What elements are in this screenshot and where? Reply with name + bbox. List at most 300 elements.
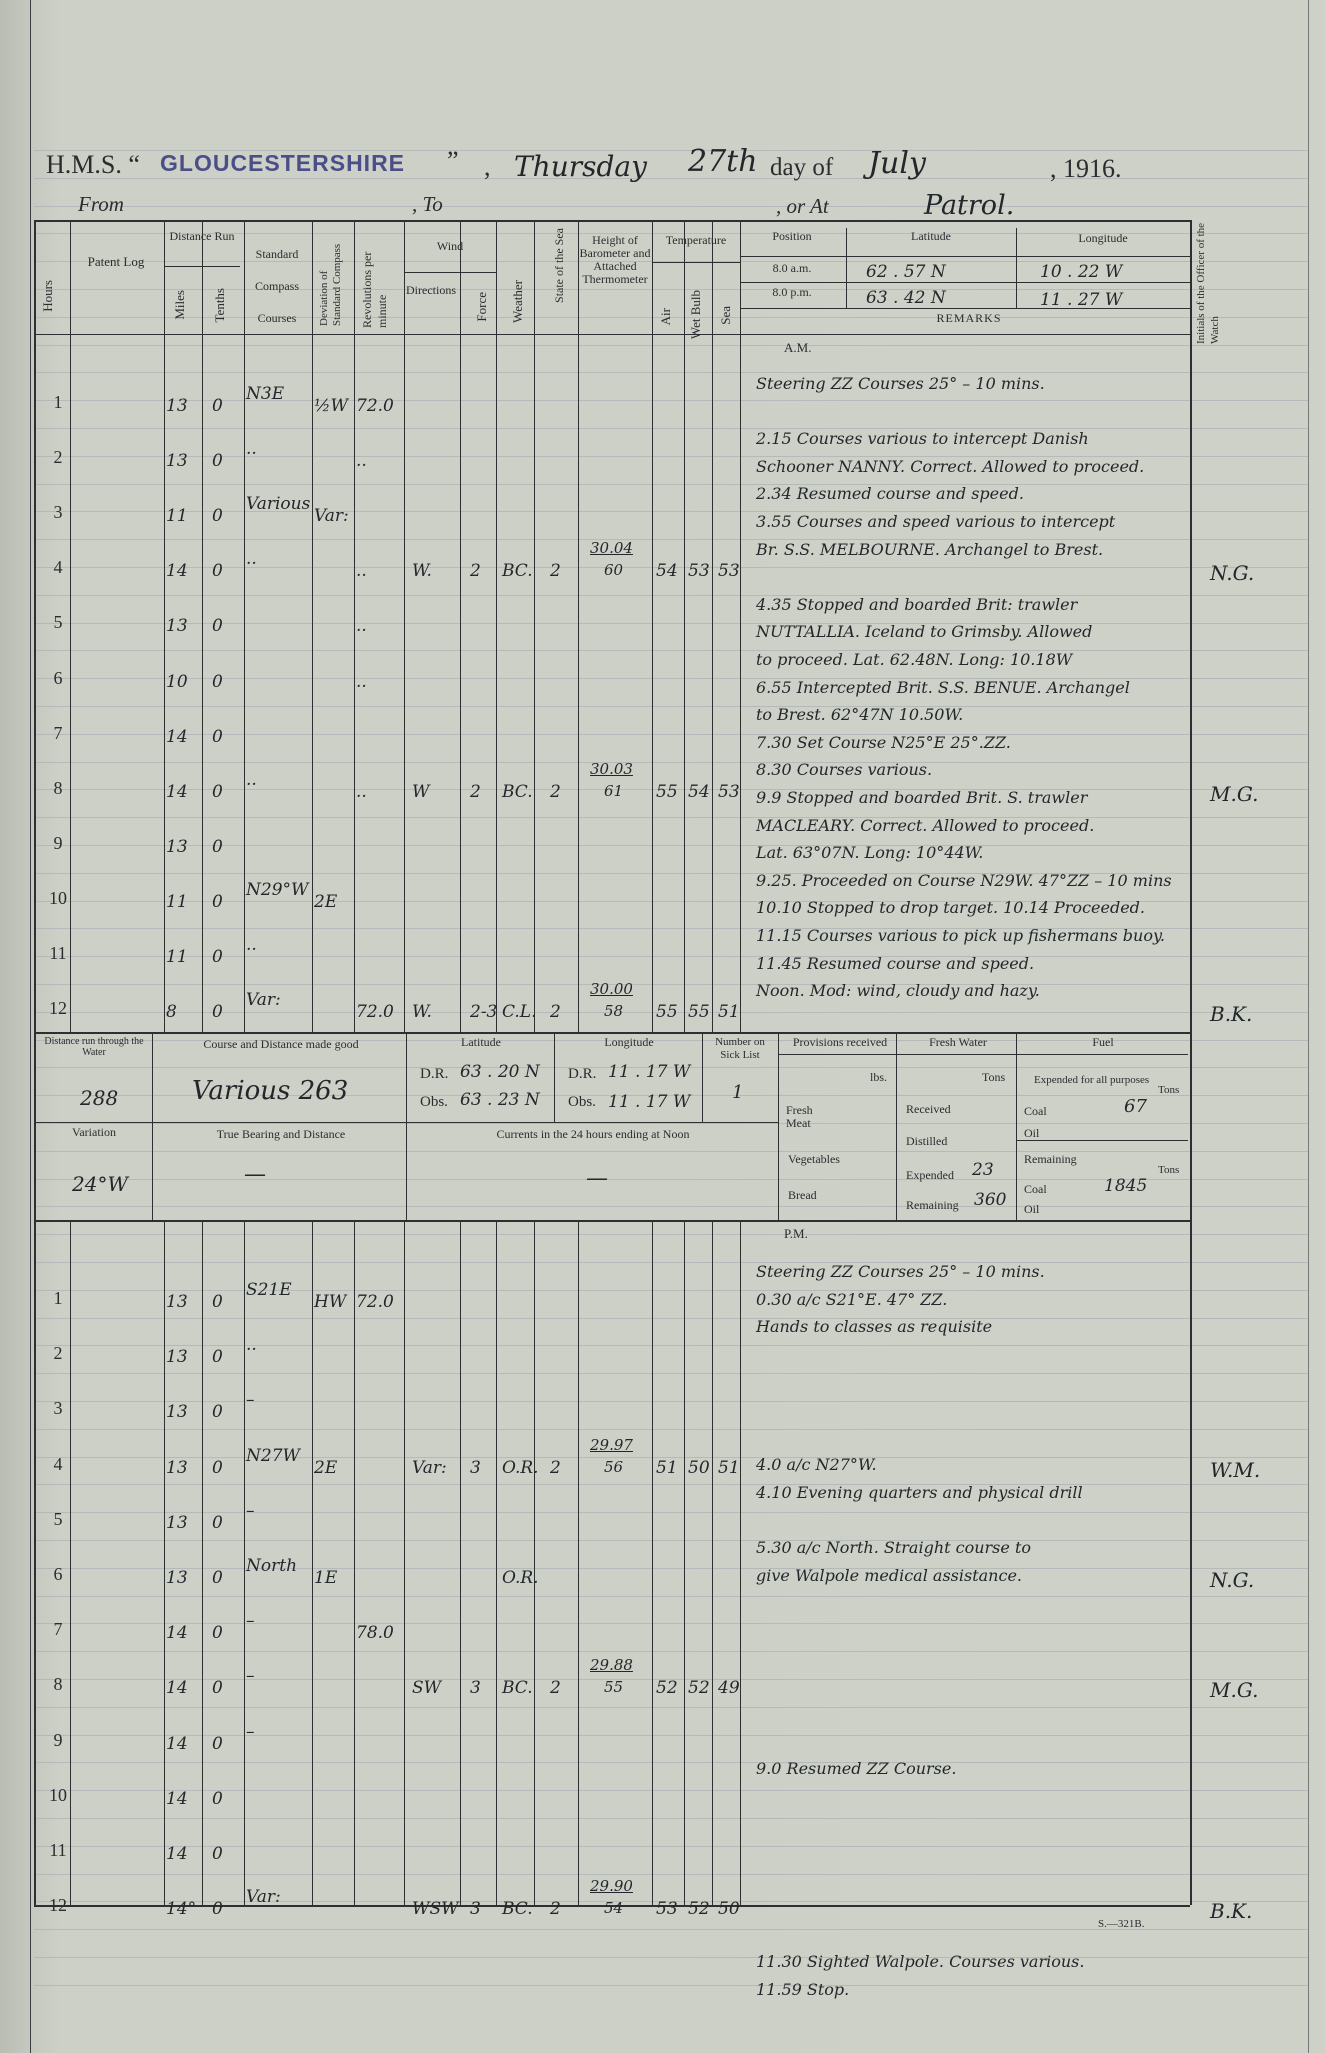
ruled-line <box>34 1484 1309 1485</box>
cell-tenths: 0 <box>212 396 223 416</box>
sick-value: 1 <box>732 1082 744 1103</box>
cell-init: M.G. <box>1210 781 1259 806</box>
cell-tenths: 0 <box>212 506 223 527</box>
col-directions: Directions <box>406 283 456 297</box>
remark-line: give Walpole medical assistance. <box>756 1566 1022 1585</box>
cell-miles: 13 <box>166 1347 188 1368</box>
remark-line: 4.0 a/c N27°W. <box>756 1455 877 1474</box>
cell-hour: 9 <box>53 1729 63 1750</box>
col-state-of-sea: State of the Sea <box>552 228 566 303</box>
grid-line <box>1016 1054 1188 1055</box>
bearing-label: True Bearing and Distance <box>216 1127 346 1141</box>
col-temperature: Temperature <box>665 233 727 247</box>
cell-weather: BC. <box>502 781 533 802</box>
fuel-coal-2: Coal <box>1024 1182 1047 1196</box>
grid-line <box>740 220 741 1032</box>
ruled-line <box>34 1345 1309 1346</box>
cell-air: 53 <box>656 1899 678 1920</box>
cell-rev: .. <box>356 451 367 472</box>
remark-line: to Brest. 62°47N 10.50W. <box>756 705 964 724</box>
cell-force: 3 <box>470 1457 481 1478</box>
cell-sea: 2 <box>550 1002 561 1023</box>
cell-weather: BC. <box>502 1899 533 1920</box>
year: , 1916. <box>1050 154 1122 183</box>
hms-label: H.M.S. “ <box>46 150 140 179</box>
col-barometer: Height of Barometer and Attached Thermometer <box>579 233 651 286</box>
water-label: Fresh Water <box>929 1035 987 1049</box>
sick-label: Number on Sick List <box>715 1036 765 1061</box>
remark-line: 10.10 Stopped to drop target. 10.14 Proceeded. <box>756 898 1145 917</box>
cell-miles: 14 <box>166 1733 188 1754</box>
cell-therm: 56 <box>604 1457 624 1476</box>
cell-miles: 14 <box>166 1623 188 1644</box>
grid-line <box>244 1222 245 1905</box>
grid-line <box>578 1222 579 1905</box>
cell-tenths: 0 <box>212 1623 223 1644</box>
cell-tenths: 0 <box>212 1678 223 1699</box>
cell-hour: 11 <box>49 943 67 963</box>
cell-miles: 11 <box>166 506 188 527</box>
cell-dev: ½W <box>314 396 348 416</box>
prov-bread: Bread <box>788 1188 817 1202</box>
remark-line: 5.30 a/c North. Straight course to <box>756 1538 1032 1557</box>
cell-weather: O.R. <box>502 1457 539 1478</box>
cell-hour: 8 <box>53 777 63 798</box>
cell-seat: 51 <box>718 1457 740 1478</box>
col-standard-compass: Standard Compass Courses <box>254 247 299 325</box>
cell-rev: .. <box>356 781 367 802</box>
fuel-oil-2: Oil <box>1024 1202 1040 1216</box>
obs-lat: 63 . 23 N <box>460 1090 540 1110</box>
ruled-line <box>34 623 1309 624</box>
date: 27th <box>688 144 758 179</box>
ruled-line <box>34 1318 1309 1319</box>
cell-miles: 8 <box>166 1002 177 1023</box>
ruled-line <box>34 1874 1309 1875</box>
cell-wind-dir: W. <box>412 561 432 582</box>
grid-line <box>652 262 740 263</box>
grid-line <box>740 256 1190 257</box>
grid-line <box>152 1032 153 1220</box>
grid-line <box>354 1222 355 1905</box>
cell-course: – <box>246 1721 255 1742</box>
cell-course: .. <box>246 769 257 790</box>
prov-vegetables: Vegetables <box>788 1152 840 1166</box>
cell-tenths: 0 <box>212 947 223 967</box>
cell-miles: 11 <box>166 947 188 967</box>
grid-line <box>34 1220 1190 1222</box>
grid-line <box>460 1222 461 1905</box>
var-label: Variation <box>72 1125 116 1139</box>
ruled-line <box>34 1651 1309 1652</box>
grid-line <box>652 220 653 1032</box>
dr-long: 11 . 17 W <box>608 1062 691 1082</box>
cell-tenths: 0 <box>212 836 223 857</box>
cell-weather: O.R. <box>502 1568 539 1588</box>
col-patent-log-label: Patent Log <box>87 254 145 269</box>
remark-line: 9.9 Stopped and boarded Brit. S. trawler <box>756 788 1088 807</box>
ruled-line <box>34 1123 1309 1124</box>
or-at-label: , or At <box>776 194 829 218</box>
water-tons: Tons <box>982 1070 1006 1084</box>
grid-line <box>312 220 313 1032</box>
cell-wind-dir: SW <box>412 1678 442 1699</box>
grid-line <box>740 308 1190 309</box>
cell-hour: 1 <box>53 1288 63 1308</box>
grid-line <box>652 1222 653 1905</box>
ruled-line <box>34 1735 1309 1736</box>
grid-line <box>164 1222 165 1905</box>
long-label: Longitude <box>604 1035 654 1049</box>
cell-tenths: 0 <box>212 891 223 912</box>
remark-line: 2.34 Resumed course and speed. <box>756 484 1024 503</box>
long-pm: 11 . 27 W <box>1040 290 1123 310</box>
dist-value: 288 <box>80 1086 119 1110</box>
ruled-line <box>34 845 1309 846</box>
cell-rev: .. <box>356 671 367 692</box>
cell-baro: 29.90 <box>590 1877 633 1896</box>
cell-wet: 54 <box>688 781 710 802</box>
cell-miles: 14 <box>166 1844 188 1864</box>
fuel-label: Fuel <box>1092 1035 1114 1049</box>
grid-line <box>202 1222 203 1905</box>
cell-miles: 14 <box>166 1788 188 1809</box>
remark-line: 0.30 a/c S21°E. 47° ZZ. <box>756 1290 948 1309</box>
col-revolutions: Revolutions per minute <box>360 251 389 328</box>
col-tenths: Tenths <box>212 288 227 323</box>
cell-weather: BC. <box>502 1678 533 1699</box>
ruled-line <box>34 1762 1309 1763</box>
cell-weather: BC. <box>502 561 533 582</box>
ruled-line <box>34 1512 1309 1513</box>
fuel-tons-1: Tons <box>1158 1084 1180 1096</box>
lat-pm: 63 . 42 N <box>866 288 946 308</box>
grid-line <box>404 1222 405 1905</box>
grid-line <box>496 220 497 1032</box>
lat-am: 62 . 57 N <box>866 262 946 282</box>
cell-course: – <box>246 1611 255 1632</box>
grid-line <box>312 1222 313 1905</box>
cell-hour: 5 <box>53 612 63 633</box>
cell-dev: 1E <box>314 1568 338 1588</box>
cell-hour: 10 <box>49 1784 67 1805</box>
cell-hour: 2 <box>53 1343 63 1364</box>
ruled-line <box>34 1262 1309 1263</box>
cell-course: Var: <box>246 1887 281 1908</box>
cell-hour: 3 <box>53 1398 63 1419</box>
cell-tenths: 0 <box>212 561 223 582</box>
cell-air: 51 <box>656 1457 678 1478</box>
cell-tenths: 0 <box>212 1512 223 1533</box>
cell-course: .. <box>246 1335 257 1356</box>
cell-baro: 30.00 <box>590 980 633 999</box>
cell-tenths: 0 <box>212 1844 223 1864</box>
col-miles: Miles <box>172 290 187 320</box>
cell-miles: 13 <box>166 1457 188 1478</box>
remark-line: 4.35 Stopped and boarded Brit: trawler <box>756 595 1078 614</box>
cell-miles: 13 <box>166 451 188 472</box>
provisions-label: Provisions received <box>792 1035 888 1049</box>
grid-line <box>164 220 165 1032</box>
ruled-line <box>34 1707 1309 1708</box>
cell-tenths: 0 <box>212 671 223 692</box>
cell-init: B.K. <box>1210 1899 1253 1924</box>
col-deviation: Deviation of Standard Compass <box>318 243 343 326</box>
grid-line <box>460 220 461 1032</box>
remark-line: 6.55 Intercepted Brit. S.S. BENUE. Archangel <box>756 678 1130 697</box>
water-expended-value: 23 <box>972 1160 994 1180</box>
cell-miles: 14 <box>166 561 188 582</box>
ruled-line <box>34 1290 1309 1291</box>
fuel-coal-rem: 1845 <box>1104 1176 1148 1196</box>
col-hours: Hours <box>40 280 55 312</box>
ruled-line <box>34 1540 1309 1541</box>
cell-air: 52 <box>656 1678 678 1699</box>
cell-hour: 1 <box>53 392 63 412</box>
col-sea-temp: Sea <box>718 306 733 325</box>
cell-hour: 7 <box>53 1619 63 1640</box>
dr-lat: 63 . 20 N <box>460 1062 540 1082</box>
grid-line <box>404 220 405 1032</box>
cell-sea: 2 <box>550 1899 561 1920</box>
cell-tenths: 0 <box>212 1788 223 1809</box>
grid-line <box>740 1222 741 1905</box>
cell-course: Various <box>246 494 311 515</box>
cell-rev: .. <box>356 561 367 582</box>
ruled-line <box>34 762 1309 763</box>
col-air: Air <box>658 308 673 326</box>
grid-line <box>896 1032 897 1220</box>
col-initials: Initials of the Officer of the Watch <box>1195 222 1221 344</box>
cell-seat: 51 <box>718 1002 740 1023</box>
cell-force: 3 <box>470 1678 481 1699</box>
cell-course: – <box>246 1666 255 1687</box>
var-value: 24°W <box>72 1172 129 1196</box>
obs-long: 11 . 17 W <box>608 1092 691 1112</box>
remark-line: Lat. 63°07N. Long: 10°44W. <box>756 843 984 862</box>
remark-line: MACLEARY. Correct. Allowed to proceed. <box>756 816 1095 835</box>
ruled-line <box>34 1429 1309 1430</box>
ruled-line <box>34 650 1309 651</box>
cell-rev: 72.0 <box>356 396 394 416</box>
cell-course: Var: <box>246 990 281 1011</box>
grid-line <box>778 1032 779 1220</box>
water-received: Received <box>906 1102 951 1116</box>
grid-line <box>534 1222 535 1905</box>
grid-line <box>34 334 1190 335</box>
cell-miles: 13 <box>166 616 188 637</box>
cell-tenths: 0 <box>212 726 223 747</box>
cell-wind-dir: W. <box>412 1002 432 1023</box>
col-position: Position <box>772 229 812 243</box>
cell-init: N.G. <box>1210 561 1255 586</box>
grid-line <box>496 1222 497 1905</box>
cell-therm: 60 <box>604 561 624 580</box>
cell-miles: 10 <box>166 671 188 692</box>
grid-line <box>534 220 535 1032</box>
prov-fresh-meat: Fresh Meat <box>786 1103 813 1130</box>
cell-hour: 4 <box>53 1453 63 1474</box>
dist-label: Distance run through the Water <box>44 1036 144 1058</box>
remark-line: Hands to classes as requisite <box>756 1317 993 1336</box>
fuel-coal-exp: 67 <box>1124 1096 1147 1117</box>
cell-seat: 53 <box>718 781 740 802</box>
ruled-line <box>34 1401 1309 1402</box>
cell-force: 2 <box>470 781 481 802</box>
remark-line: 11.15 Courses various to pick up fishermans buoy. <box>756 926 1165 945</box>
cell-baro: 30.03 <box>590 759 633 778</box>
ruled-line <box>34 595 1309 596</box>
cell-hour: 2 <box>53 447 63 468</box>
cell-air: 54 <box>656 561 678 582</box>
cell-air: 55 <box>656 781 678 802</box>
cell-therm: 55 <box>604 1678 624 1697</box>
cell-miles: 14 <box>166 1678 188 1699</box>
ruled-line <box>34 1846 1309 1847</box>
grid-line <box>34 220 1190 222</box>
cell-wet: 53 <box>688 561 710 582</box>
ruled-line <box>34 706 1309 707</box>
course-label: Course and Distance made good <box>203 1037 359 1051</box>
cell-tenths: 0 <box>212 1347 223 1368</box>
ruled-line <box>34 400 1309 401</box>
col-wind: Wind <box>436 239 464 253</box>
cell-dev: HW <box>314 1292 347 1312</box>
grid-line <box>30 0 31 2053</box>
cell-baro: 29.88 <box>590 1656 633 1675</box>
grid-line <box>896 1054 1016 1055</box>
cell-miles: 13 <box>166 1402 188 1423</box>
fuel-oil-1: Oil <box>1024 1126 1040 1140</box>
cell-force: 2 <box>470 561 481 582</box>
ruled-line <box>34 956 1309 957</box>
cell-miles: 14° <box>166 1899 197 1920</box>
obs-label-long: Obs. <box>568 1094 596 1110</box>
cell-hour: 8 <box>53 1674 63 1695</box>
or-at-value: Patrol. <box>924 190 1015 221</box>
obs-label-lat: Obs. <box>420 1094 448 1110</box>
currents-label: Currents in the 24 hours ending at Noon <box>496 1127 690 1141</box>
cell-rev: 78.0 <box>356 1623 394 1644</box>
currents-value: — <box>586 1166 608 1191</box>
cell-seat: 49 <box>718 1678 740 1699</box>
ruled-line <box>34 511 1309 512</box>
cell-dev: Var: <box>314 506 349 527</box>
grid-line <box>164 266 240 267</box>
cell-hour: 11 <box>49 1840 67 1860</box>
ruled-line <box>34 345 1309 346</box>
cell-miles: 13 <box>166 396 188 416</box>
ruled-line <box>34 734 1309 735</box>
cell-tenths: 0 <box>212 1568 223 1588</box>
pos-am-time: 8.0 a.m. <box>772 261 812 275</box>
col-weather: Weather <box>510 280 525 323</box>
col-force: Force <box>474 292 489 322</box>
cell-hour: 4 <box>53 557 63 578</box>
water-expended: Expended <box>906 1168 954 1182</box>
ruled-line <box>34 1623 1309 1624</box>
col-patent-log <box>70 250 162 274</box>
cell-sea: 2 <box>550 1457 561 1478</box>
cell-init: B.K. <box>1210 1002 1253 1027</box>
grid-line <box>778 1054 896 1055</box>
cell-sea: 2 <box>550 781 561 802</box>
ruled-line <box>34 1790 1309 1791</box>
ruled-line <box>34 484 1309 485</box>
grid-line <box>406 1032 407 1220</box>
dr-label-lat: D.R. <box>420 1066 449 1082</box>
to-label: , To <box>412 192 443 216</box>
cell-sea: 2 <box>550 561 561 582</box>
remark-line: 3.55 Courses and speed various to intercept <box>756 512 1116 531</box>
remark-line: 11.59 Stop. <box>756 1980 850 1999</box>
cell-force: 3 <box>470 1899 481 1920</box>
cell-wind-dir: Var: <box>412 1457 447 1478</box>
am-label: A.M. <box>784 340 812 355</box>
cell-miles: 13 <box>166 1512 188 1533</box>
cell-hour: 6 <box>53 1564 63 1584</box>
fuel-tons-2: Tons <box>1158 1164 1180 1176</box>
cell-seat: 53 <box>718 561 740 582</box>
remark-line: 11.45 Resumed course and speed. <box>756 954 1035 973</box>
long-am: 10 . 22 W <box>1040 262 1123 282</box>
cell-therm: 54 <box>604 1899 624 1918</box>
prov-lbs: lbs. <box>870 1070 888 1084</box>
cell-rev: 72.0 <box>356 1292 394 1312</box>
cell-seat: 50 <box>718 1899 740 1920</box>
cell-hour: 12 <box>49 1895 67 1916</box>
remark-line: Schooner NANNY. Correct. Allowed to proceed. <box>756 457 1145 476</box>
grid-line <box>244 220 245 1032</box>
cell-init: N.G. <box>1210 1568 1255 1592</box>
cell-course: N27W <box>246 1445 300 1466</box>
close-quote: ” <box>447 146 459 175</box>
remark-line: 4.10 Evening quarters and physical drill <box>756 1483 1083 1502</box>
remark-line: Br. S.S. MELBOURNE. Archangel to Brest. <box>756 540 1104 559</box>
cell-sea: 2 <box>550 1678 561 1699</box>
grid-line <box>684 220 685 1032</box>
cell-course: S21E <box>246 1280 292 1300</box>
cell-air: 55 <box>656 1002 678 1023</box>
cell-init: M.G. <box>1210 1678 1259 1703</box>
ruled-line <box>34 1373 1309 1374</box>
form-number: S.—321B. <box>1098 1918 1145 1930</box>
cell-baro: 29.97 <box>590 1435 633 1454</box>
grid-line <box>578 220 579 1032</box>
grid-line <box>1016 228 1017 308</box>
cell-init: W.M. <box>1210 1457 1261 1482</box>
day-of-label: day of <box>770 154 834 181</box>
remark-line: to proceed. Lat. 62.48N. Long: 10.18W <box>756 650 1073 669</box>
course-value: Various 263 <box>192 1076 349 1106</box>
col-remarks: REMARKS <box>936 311 1002 325</box>
lat-label: Latitude <box>461 1035 501 1049</box>
cell-miles: 11 <box>166 891 188 912</box>
cell-hour: 12 <box>49 998 67 1019</box>
cell-course: – <box>246 1500 255 1521</box>
remark-line: 11.30 Sighted Walpole. Courses various. <box>756 1952 1085 1971</box>
ship-name-stamp: GLOUCESTERSHIRE <box>160 150 406 176</box>
grid-line <box>712 1222 713 1905</box>
grid-line <box>712 220 713 1032</box>
grid-line <box>354 220 355 1032</box>
grid-line <box>1190 220 1192 1905</box>
col-longitude: Longitude <box>1078 231 1128 245</box>
cell-course: .. <box>246 935 257 955</box>
cell-miles: 13 <box>166 836 188 857</box>
dr-label-long: D.R. <box>568 1066 597 1082</box>
remark-line: NUTTALLIA. Iceland to Grimsby. Allowed <box>756 622 1093 641</box>
